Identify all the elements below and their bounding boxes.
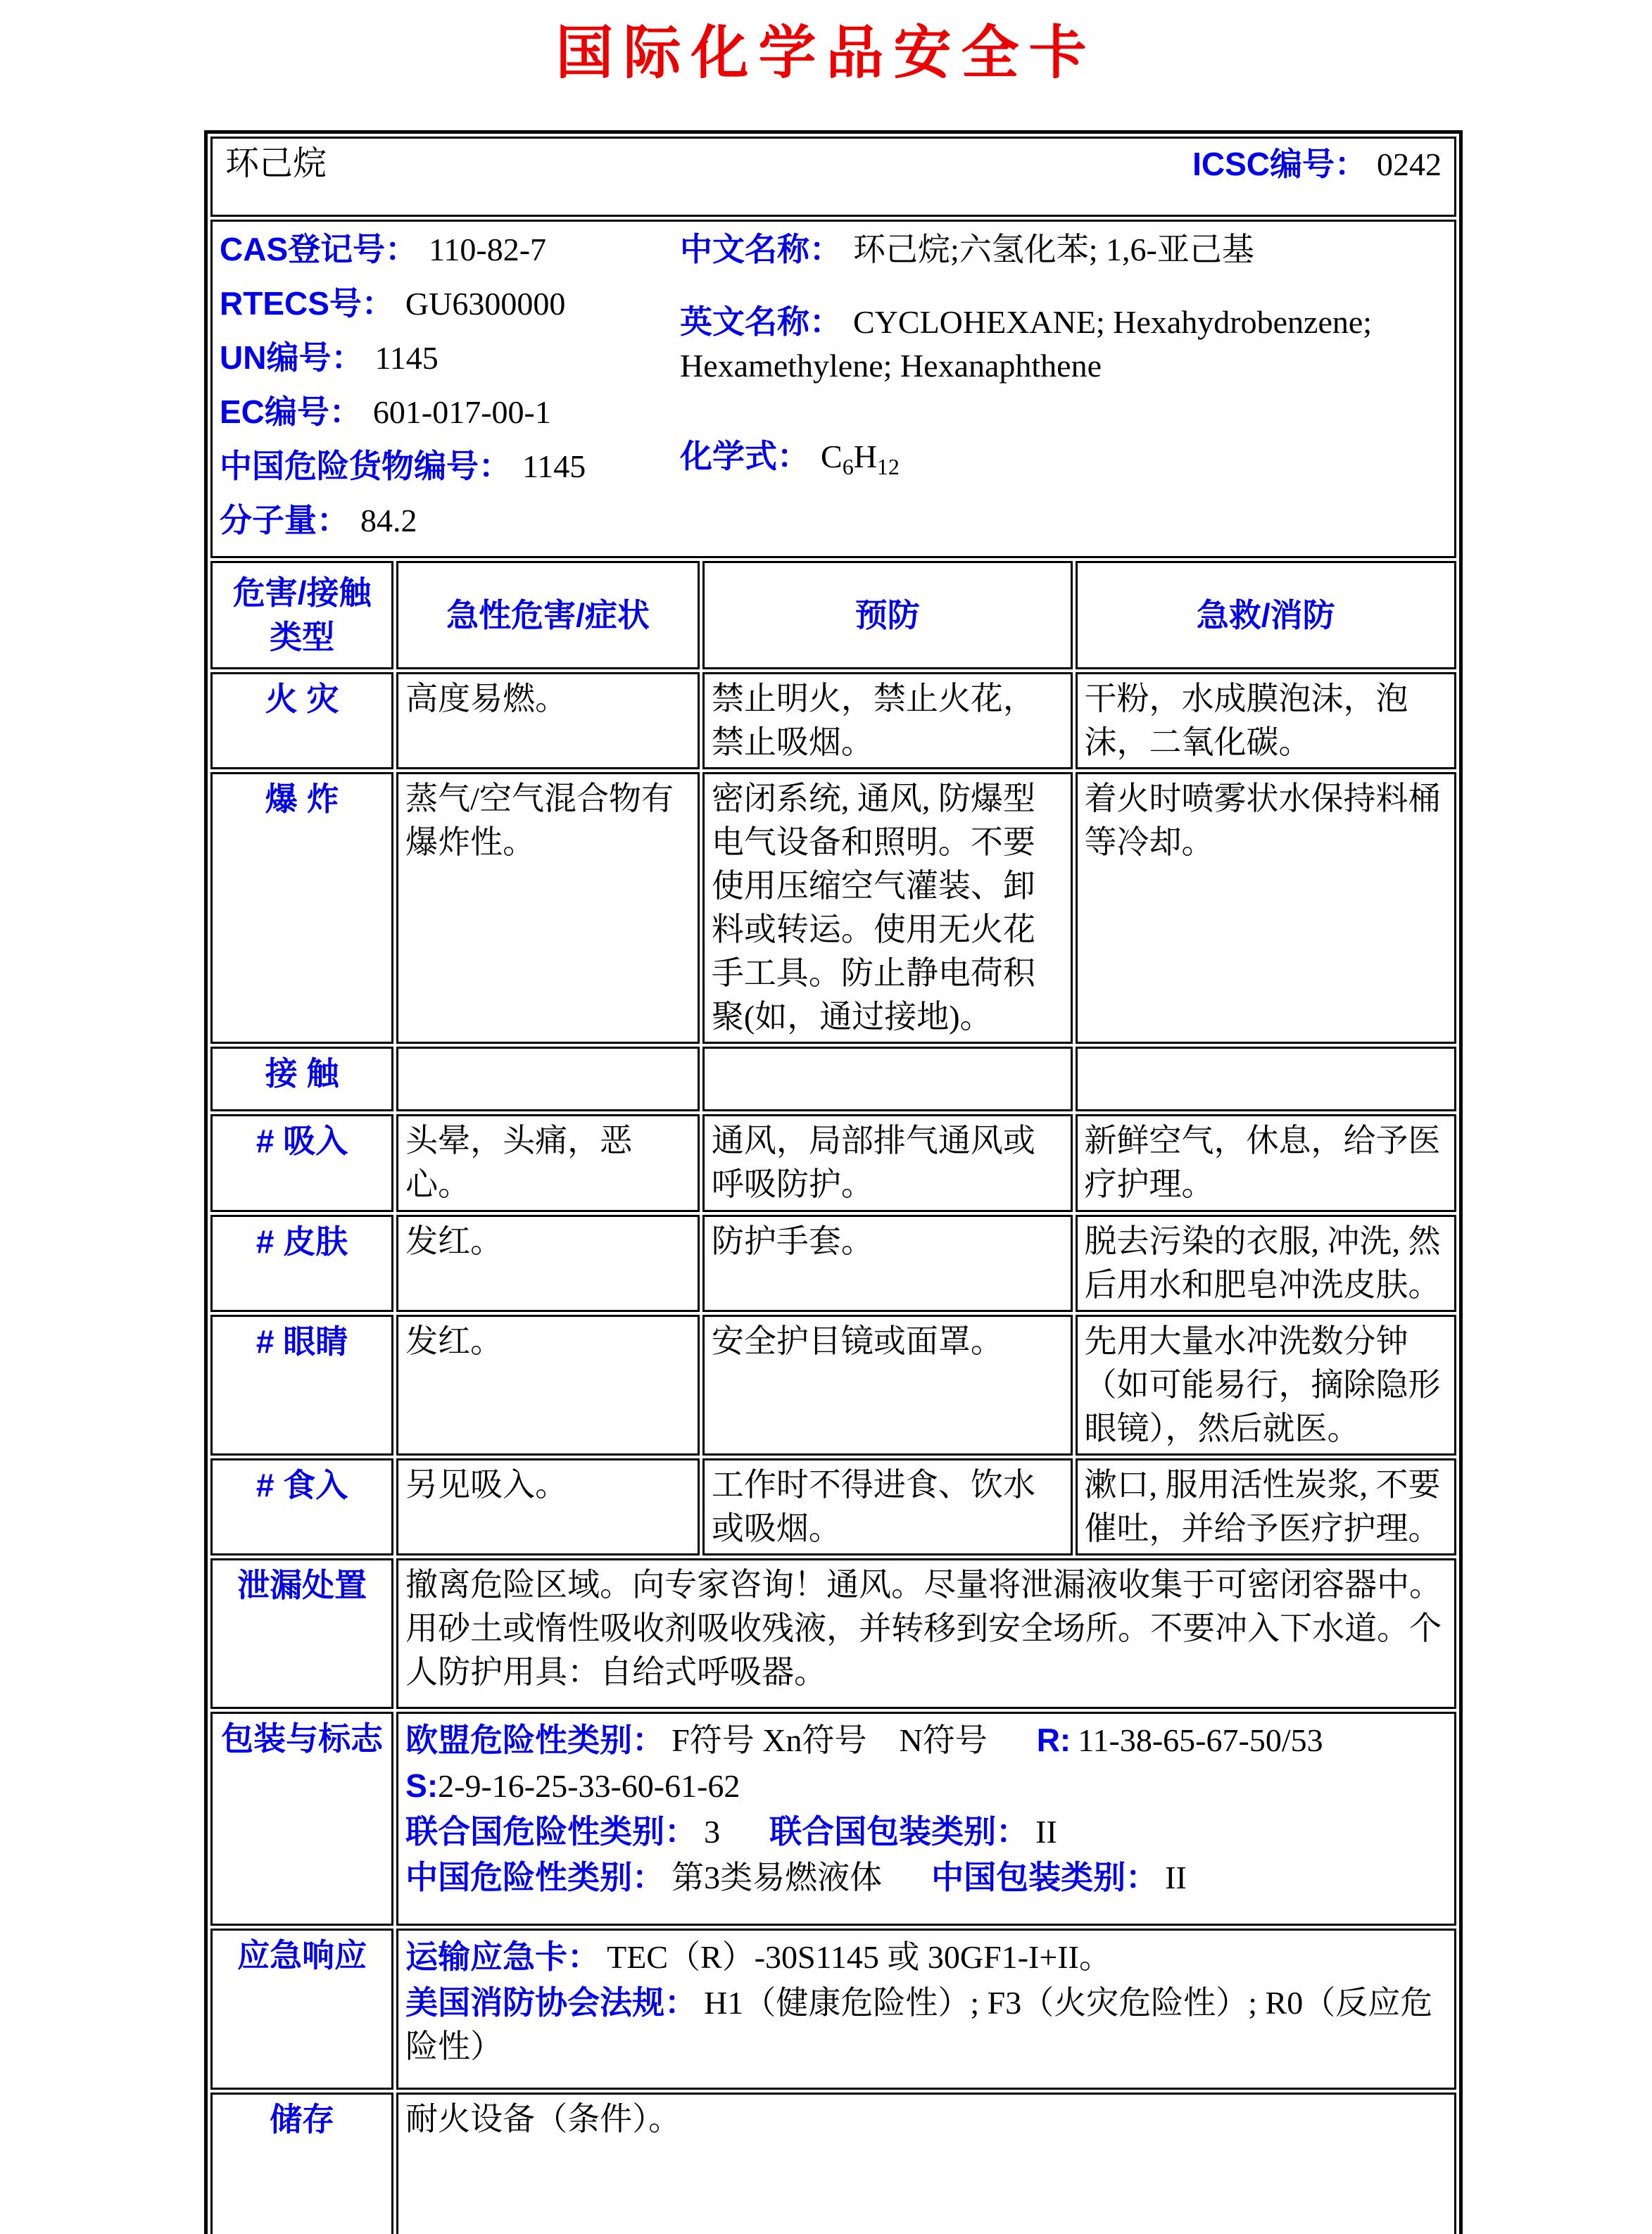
ingestion-firstaid: 漱口, 服用活性炭浆, 不要催吐，并给予医疗护理。 [1076,1458,1456,1555]
icsc-number-label: ICSC编号： [1192,145,1367,182]
inhalation-prevention: 通风，局部排气通风或呼吸防护。 [702,1114,1073,1211]
rtecs-number: RTECS号： GU6300000 [220,285,566,322]
safety-card [204,130,1463,2234]
ec-number: EC编号： 601-017-00-1 [220,393,551,431]
hazard-row-explosion [210,772,1456,1045]
icsc-number [1192,142,1442,187]
row-label-explosion: 爆 炸 [210,772,393,1045]
safety-card-table [208,134,1459,2234]
transport-emergency-card-line: 运输应急卡： TEC（R）-30S1145 或 30GF1-I+II。 [405,1938,1111,1976]
section-packaging-labelling [210,1712,1456,1926]
skin-prevention: 防护手套。 [702,1215,1073,1312]
hazard-header-row [210,561,1456,669]
row-label-inhalation: # 吸入 [210,1114,393,1211]
contact-firstaid [1076,1047,1456,1111]
skin-symptoms: 发红。 [396,1215,700,1312]
china-dg-number: 中国危险货物编号： 1145 [220,448,586,485]
eyes-firstaid: 先用大量水冲洗数分钟（如可能易行，摘除隐形眼镜），然后就医。 [1076,1315,1456,1456]
chemical-name: 环己烷 [225,145,327,182]
section-spill-disposal [210,1558,1456,1709]
spill-disposal-text: 撤离危险区域。向专家咨询！通风。尽量将泄漏液收集于可密闭容器中。用砂土或惰性吸收剂吸收残液，并转移到安全场所。不要冲入下水道。个人防护用具：自给式呼吸器。 [396,1558,1456,1709]
fire-prevention: 禁止明火，禁止火花，禁止吸烟。 [702,672,1073,769]
explosion-firstaid: 着火时喷雾状水保持料桶等冷却。 [1076,772,1456,1045]
nfpa-code-line: 美国消防协会法规： H1（健康危险性）; F3（火灾危险性）; R0（反应危险性） [405,1984,1433,2065]
icsc-number-value: 0242 [1377,146,1442,182]
hazard-row-fire [210,672,1456,769]
s-phrases-line: S:2-9-16-25-33-60-61-62 [405,1767,740,1805]
row-label-eyes: # 眼睛 [210,1315,393,1456]
skin-firstaid: 脱去污染的衣服, 冲洗, 然后用水和肥皂冲洗皮肤。 [1076,1215,1456,1312]
contact-prevention [702,1047,1073,1111]
un-number: UN编号： 1145 [220,339,439,377]
ingestion-symptoms: 另见吸入。 [396,1458,700,1555]
identification-row [210,220,1456,558]
eu-hazard-class-line: 欧盟危险性类别： F符号 Xn符号 N符号 R: 11-38-65-67-50/53 [405,1722,1323,1759]
ingestion-prevention: 工作时不得进食、饮水或吸烟。 [702,1458,1073,1555]
china-class-line: 中国危险性类别： 第3类易燃液体 中国包装类别： II [405,1859,1187,1896]
row-label-contact: 接 触 [210,1047,393,1111]
explosion-symptoms: 蒸气/空气混合物有爆炸性。 [396,772,700,1045]
chemical-formula: 化学式： $C_6H_{12}$ [680,438,900,480]
identifier-list [220,225,680,553]
row-label-fire: 火 灾 [210,672,393,769]
emergency-content [396,1929,1456,2090]
fire-firstaid: 干粉，水成膜泡沫，泡沫，二氧化碳。 [1076,672,1456,769]
contact-symptoms [396,1047,700,1111]
molecular-weight: 分子量： 84.2 [220,502,417,539]
row-label-skin: # 皮肤 [210,1215,393,1312]
hazard-row-inhalation [210,1114,1456,1211]
storage-text: 耐火设备（条件）。 [396,2093,1456,2234]
english-name: 英文名称： CYCLOHEXANE; Hexahydrobenzene; Hexamethylene; Hexanaphthene [680,303,1373,384]
row-label-packaging: 包装与标志 [210,1712,393,1926]
row-label-storage: 储存 [210,2093,393,2234]
hazard-row-eyes [210,1315,1456,1456]
card-header-row [210,137,1456,217]
un-class-line: 联合国危险性类别： 3 联合国包装类别： II [405,1813,1057,1850]
eyes-prevention: 安全护目镜或面罩。 [702,1315,1073,1456]
eyes-symptoms: 发红。 [396,1315,700,1456]
hazard-row-ingestion [210,1458,1456,1555]
hazard-row-contact [210,1047,1456,1111]
name-list [680,225,1391,553]
row-label-spill-disposal: 泄漏处置 [210,1558,393,1709]
col-header-prevention: 预防 [702,561,1073,669]
section-storage [210,2093,1456,2234]
fire-symptoms: 高度易燃。 [396,672,700,769]
explosion-prevention: 密闭系统, 通风, 防爆型电气设备和照明。不要使用压缩空气灌装、卸料或转运。使用无火花手工具。防止静电荷积聚(如，通过接地)。 [702,772,1073,1045]
packaging-content [396,1712,1456,1926]
cas-number: CAS登记号： 110-82-7 [220,231,547,267]
row-label-emergency: 应急响应 [210,1929,393,2090]
chinese-name: 中文名称： 环己烷;六氢化苯; 1,6-亚己基 [680,231,1254,267]
row-label-ingestion: # 食入 [210,1458,393,1555]
col-header-symptoms: 急性危害/症状 [396,561,700,669]
col-header-hazard-type: 危害/接触 类型 [210,561,393,669]
section-emergency-response [210,1929,1456,2090]
col-header-firstaid: 急救/消防 [1076,561,1456,669]
inhalation-firstaid: 新鲜空气，休息，给予医疗护理。 [1076,1114,1456,1211]
hazard-row-skin [210,1215,1456,1312]
inhalation-symptoms: 头晕，头痛，恶心。 [396,1114,700,1211]
page-title: 国际化学品安全卡 [555,21,1097,85]
